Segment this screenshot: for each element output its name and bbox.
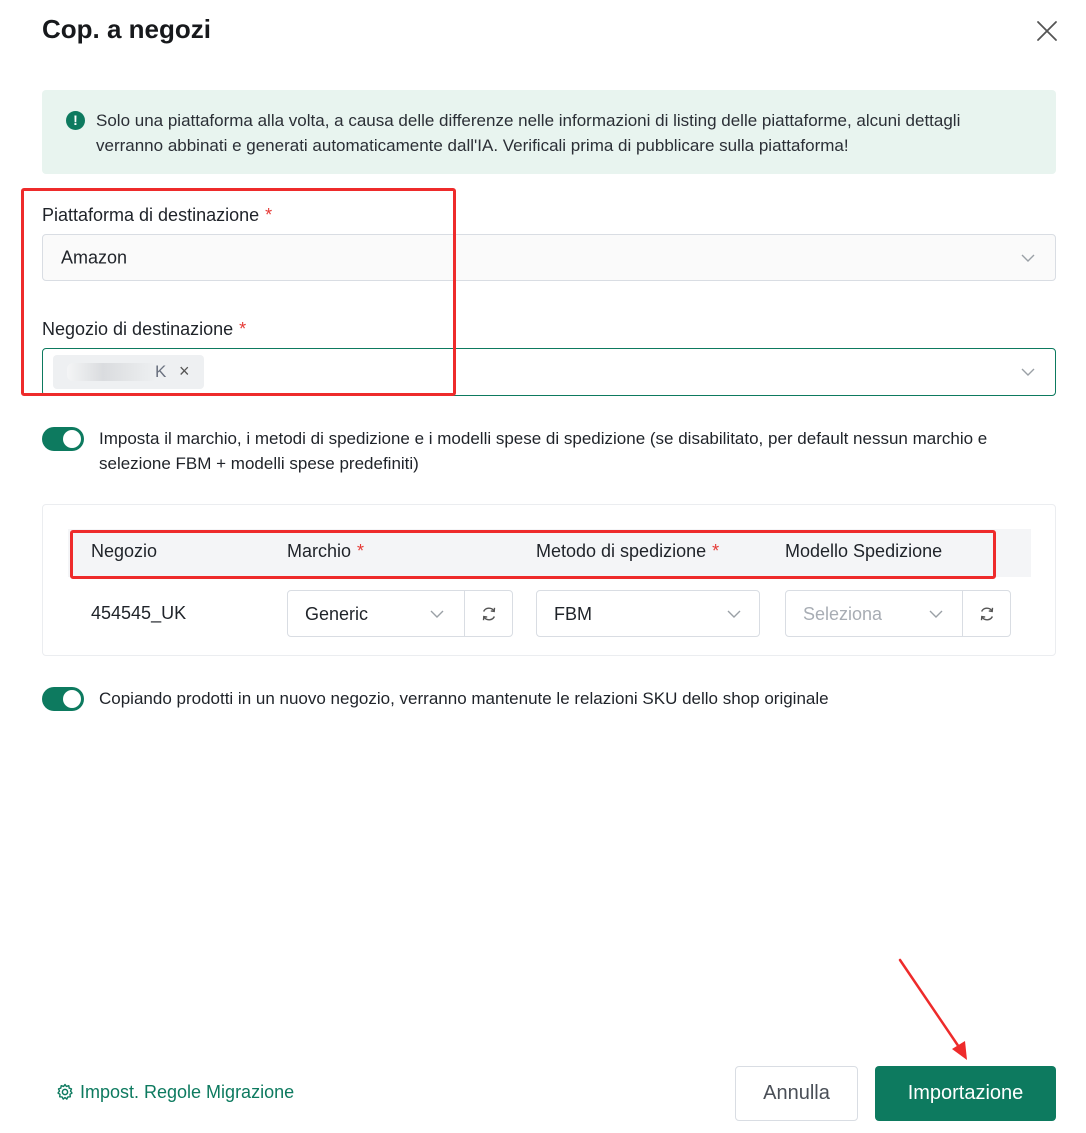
row-store-name: 454545_UK bbox=[91, 603, 187, 623]
required-mark: * bbox=[712, 541, 720, 561]
brand-shipping-toggle-text: Imposta il marchio, i metodi di spedizione e i modelli spese di spedizione (se disabilitato, per default nessun marchio e selezione FBM + modelli spese predefiniti) bbox=[99, 429, 988, 473]
brand-refresh-button[interactable] bbox=[464, 590, 513, 637]
chevron-down-icon bbox=[727, 610, 741, 618]
platform-value: Amazon bbox=[61, 247, 128, 267]
annotation-arrow-icon bbox=[890, 950, 980, 1065]
shipping-template-select[interactable] bbox=[785, 590, 963, 637]
required-mark: * bbox=[265, 205, 273, 225]
dialog-title: Cop. a negozi bbox=[42, 14, 211, 44]
platform-select[interactable] bbox=[42, 234, 1056, 281]
refresh-icon bbox=[978, 605, 996, 623]
sku-relation-toggle[interactable] bbox=[42, 687, 84, 711]
platform-label-text: Piattaforma di destinazione bbox=[42, 205, 260, 225]
notice-text: Solo una piattaforma alla volta, a causa delle differenze nelle informazioni di listing delle piattaforme, alcuni dettagli verranno abbinati e generati automaticamente dall'IA. Verificali prima di pubblicare sulla piattaforma! bbox=[96, 111, 961, 155]
cancel-button[interactable]: Annulla bbox=[735, 1066, 858, 1121]
migration-rules-label: Impost. Regole Migrazione bbox=[80, 1082, 295, 1102]
sku-relation-toggle-text: Copiando prodotti in un nuovo negozio, verranno mantenute le relazioni SKU dello shop originale bbox=[99, 689, 829, 708]
required-mark: * bbox=[357, 541, 365, 561]
brand-select[interactable] bbox=[287, 590, 465, 637]
toggle-knob bbox=[63, 690, 81, 708]
refresh-icon bbox=[480, 605, 498, 623]
gear-icon bbox=[56, 1083, 74, 1101]
store-tag-text: K bbox=[155, 362, 167, 381]
chevron-down-icon bbox=[430, 610, 444, 618]
store-label bbox=[42, 319, 246, 340]
store-label-text: Negozio di destinazione bbox=[42, 319, 234, 339]
store-tag bbox=[53, 355, 204, 389]
chevron-down-icon bbox=[1021, 254, 1035, 262]
toggle-knob bbox=[63, 430, 81, 448]
shipping-template-placeholder: Seleziona bbox=[803, 604, 883, 624]
import-button[interactable]: Importazione bbox=[875, 1066, 1056, 1121]
info-notice bbox=[42, 90, 1056, 174]
close-icon[interactable] bbox=[1034, 18, 1060, 44]
template-refresh-button[interactable] bbox=[962, 590, 1011, 637]
chevron-down-icon bbox=[1021, 368, 1035, 376]
platform-label bbox=[42, 205, 272, 226]
header-shipping-method-text: Metodo di spedizione bbox=[536, 541, 707, 561]
store-select[interactable] bbox=[42, 348, 1056, 396]
required-mark: * bbox=[239, 319, 247, 339]
info-icon: ! bbox=[66, 111, 85, 130]
brand-shipping-toggle[interactable] bbox=[42, 427, 84, 451]
migration-rules-link[interactable] bbox=[56, 1082, 294, 1103]
header-brand bbox=[287, 541, 364, 562]
chevron-down-icon bbox=[929, 610, 943, 618]
header-store: Negozio bbox=[91, 541, 158, 561]
header-shipping-method bbox=[536, 541, 719, 562]
brand-value: Generic bbox=[305, 604, 369, 624]
header-shipping-template: Modello Spedizione bbox=[785, 541, 943, 561]
tag-remove-icon[interactable]: × bbox=[179, 361, 190, 381]
shipping-method-select[interactable] bbox=[536, 590, 760, 637]
shipping-method-value: FBM bbox=[554, 604, 592, 624]
header-brand-text: Marchio bbox=[287, 541, 352, 561]
blurred-store-name bbox=[67, 363, 157, 381]
